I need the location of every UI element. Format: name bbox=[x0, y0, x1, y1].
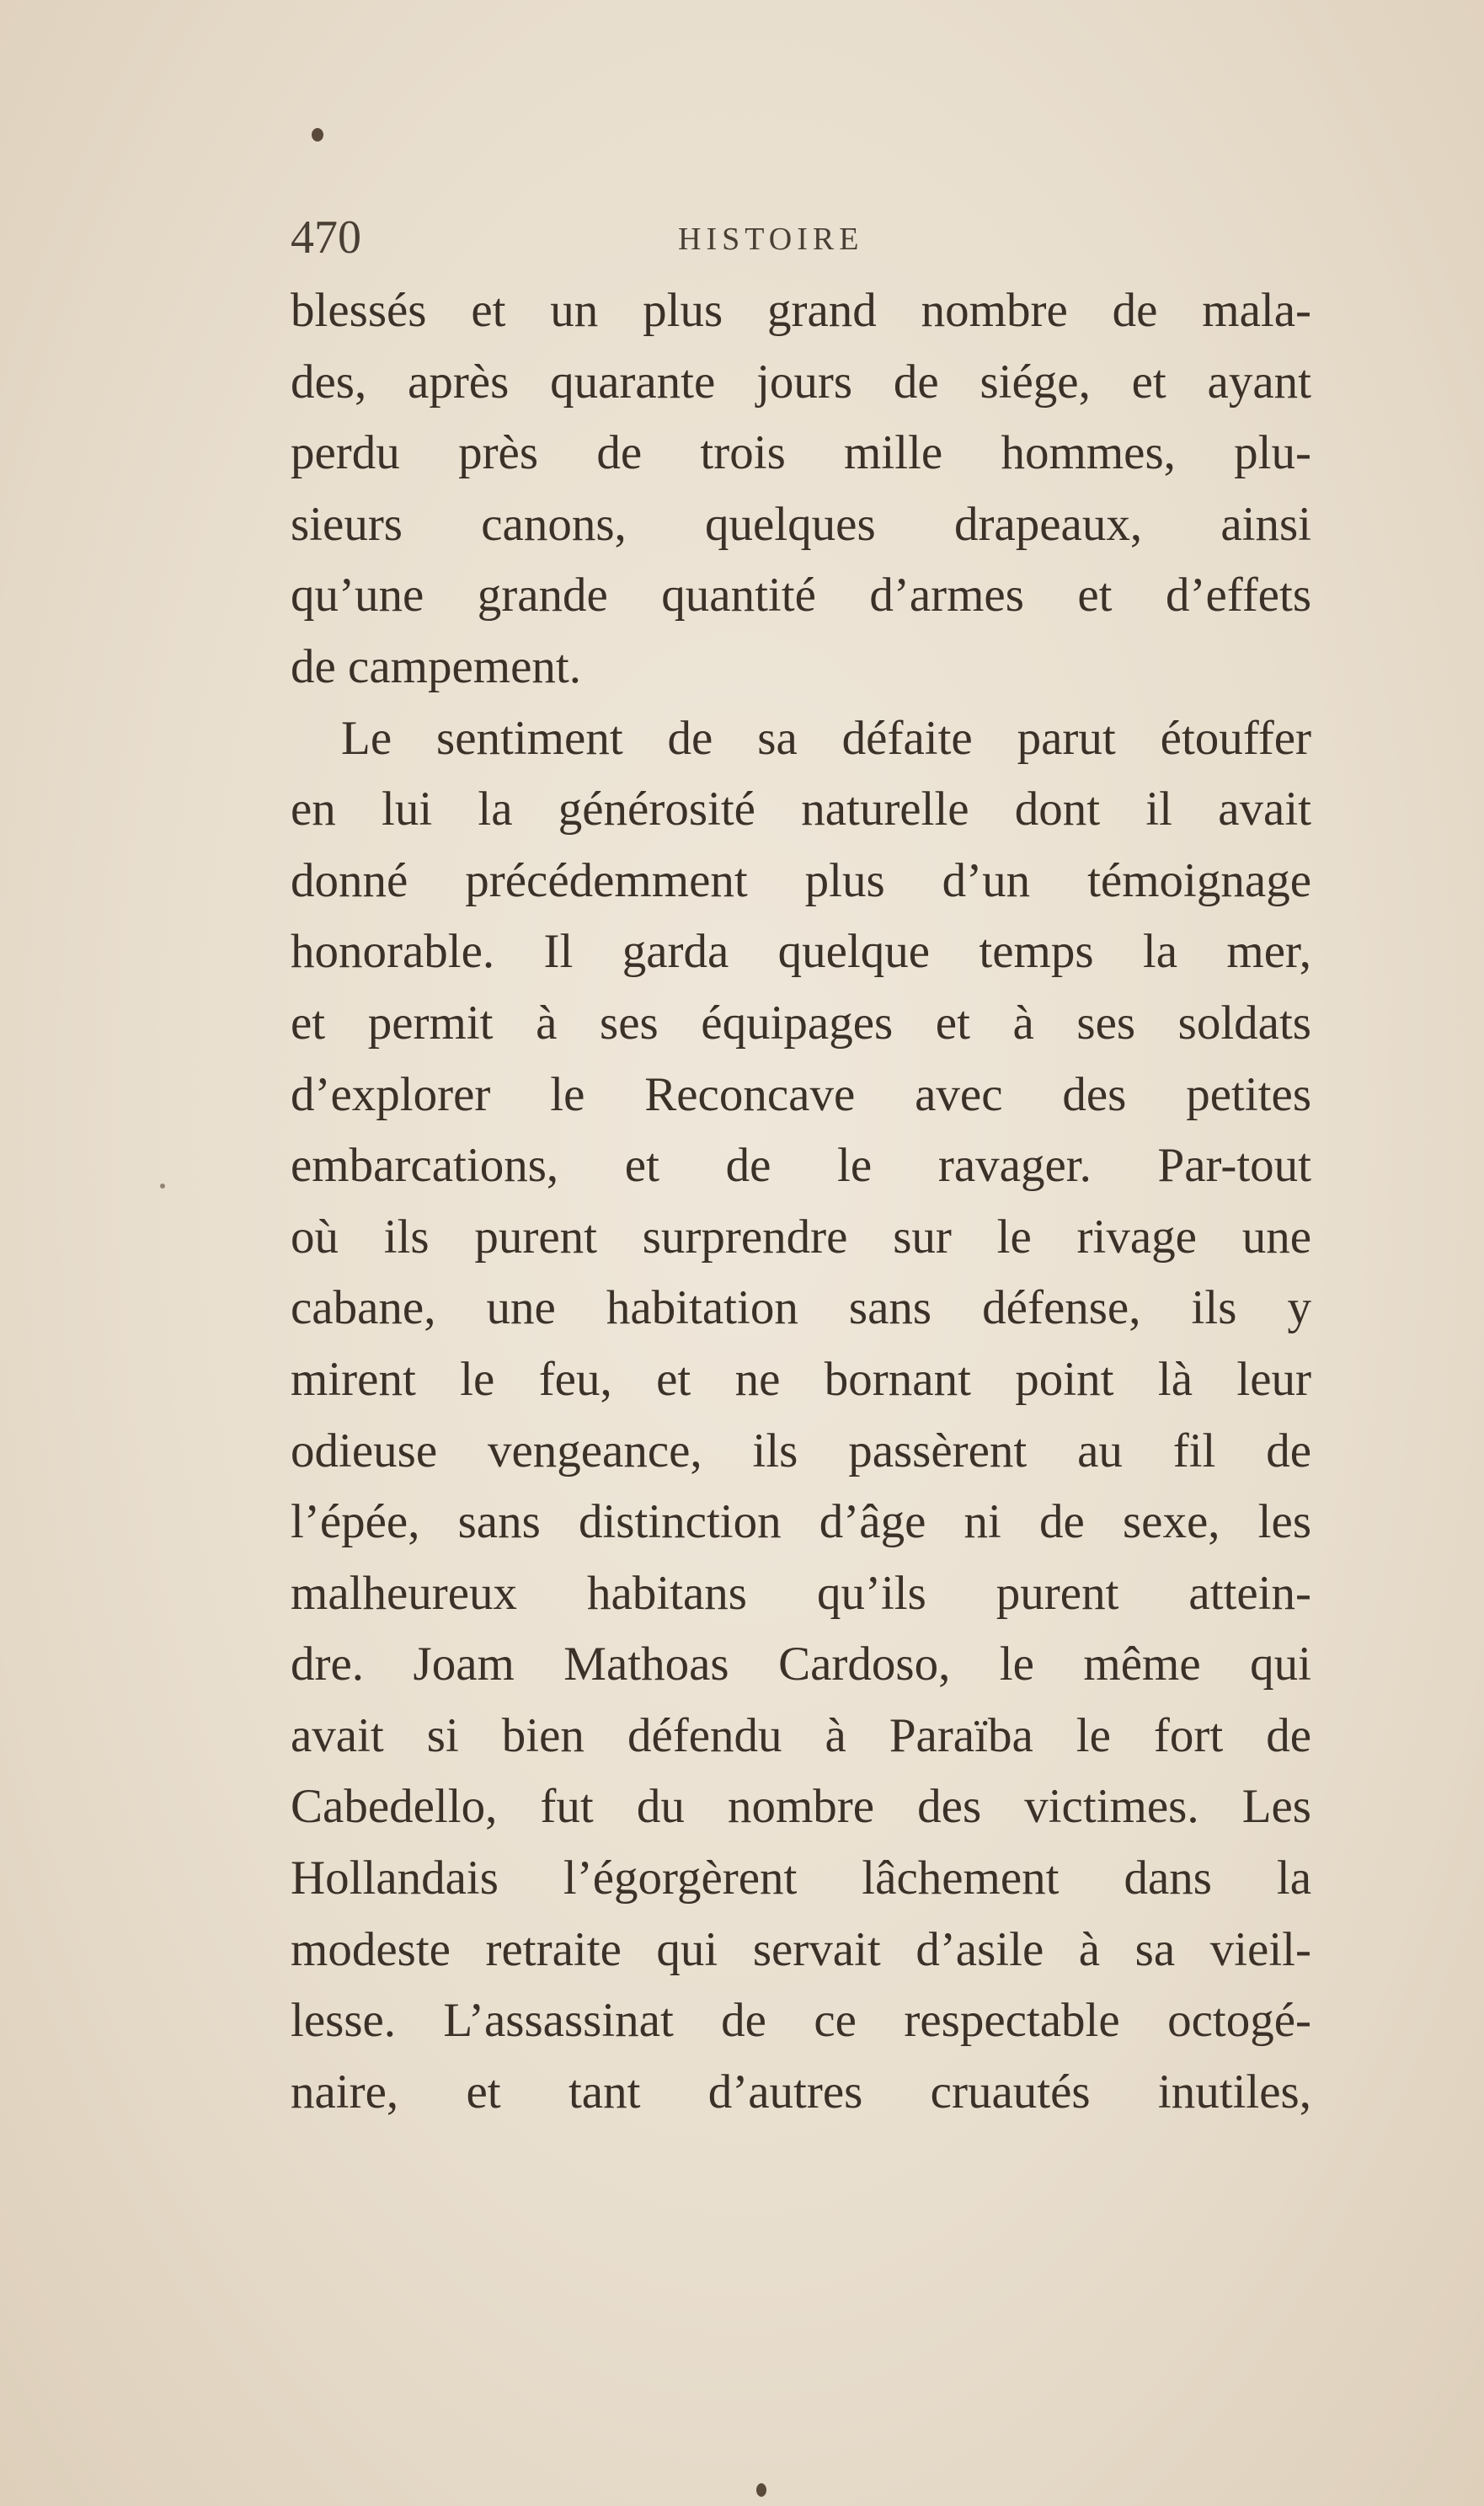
running-title: HISTOIRE bbox=[678, 222, 864, 257]
text-line: blessés et un plus grand nombre de mala- bbox=[291, 284, 1311, 337]
text-line: odieuse vengeance, ils passèrent au fil de bbox=[291, 1424, 1311, 1477]
text-line: et permit à ses équipages et à ses soldats bbox=[291, 996, 1311, 1050]
text-line: dre. Joam Mathoas Cardoso, le même qui bbox=[291, 1638, 1311, 1691]
text-line: qu’une grande quantité d’armes et d’effets bbox=[291, 569, 1311, 622]
text-line: donné précédemment plus d’un témoignage bbox=[291, 853, 1311, 907]
text-line: cabane, une habitation sans défense, ils y bbox=[291, 1281, 1311, 1335]
ink-spot bbox=[756, 2483, 766, 2497]
paragraph-first-line: Le sentiment de sa défaite parut étouffer bbox=[341, 711, 1311, 765]
text-line: des, après quarante jours de siége, et ayant bbox=[291, 355, 1311, 409]
text-line: de campement. bbox=[291, 639, 582, 693]
ink-spot bbox=[312, 128, 323, 142]
running-header bbox=[291, 211, 1314, 270]
ink-spot bbox=[160, 1184, 165, 1189]
text-line: naire, et tant d’autres cruautés inutiles, bbox=[291, 2065, 1311, 2119]
text-line: modeste retraite qui servait d’asile à sa vieil- bbox=[291, 1922, 1311, 1976]
text-line: sieurs canons, quelques drapeaux, ainsi bbox=[291, 497, 1311, 551]
text-line: d’explorer le Reconcave avec des petites bbox=[291, 1067, 1311, 1121]
body-text bbox=[291, 275, 1311, 2128]
text-line: embarcations, et de le ravager. Par-tout bbox=[291, 1139, 1311, 1193]
text-line: mirent le feu, et ne bornant point là leur bbox=[291, 1352, 1311, 1406]
text-line: lesse. L’assassinat de ce respectable octogé- bbox=[291, 1994, 1311, 2048]
text-line: malheureux habitans qu’ils purent attein- bbox=[291, 1566, 1311, 1620]
text-line: Hollandais l’égorgèrent lâchement dans la bbox=[291, 1851, 1311, 1905]
text-line: perdu près de trois mille hommes, plu- bbox=[291, 426, 1311, 480]
text-line: Cabedello, fut du nombre des victimes. Les bbox=[291, 1780, 1311, 1834]
page-number: 470 bbox=[291, 211, 361, 264]
text-line: avait si bien défendu à Paraïba le fort de bbox=[291, 1708, 1311, 1762]
text-line: où ils purent surprendre sur le rivage une bbox=[291, 1210, 1311, 1264]
text-line: honorable. Il garda quelque temps la mer, bbox=[291, 925, 1311, 979]
text-line: en lui la générosité naturelle dont il avait bbox=[291, 783, 1311, 836]
text-line: l’épée, sans distinction d’âge ni de sexe, les bbox=[291, 1495, 1311, 1549]
